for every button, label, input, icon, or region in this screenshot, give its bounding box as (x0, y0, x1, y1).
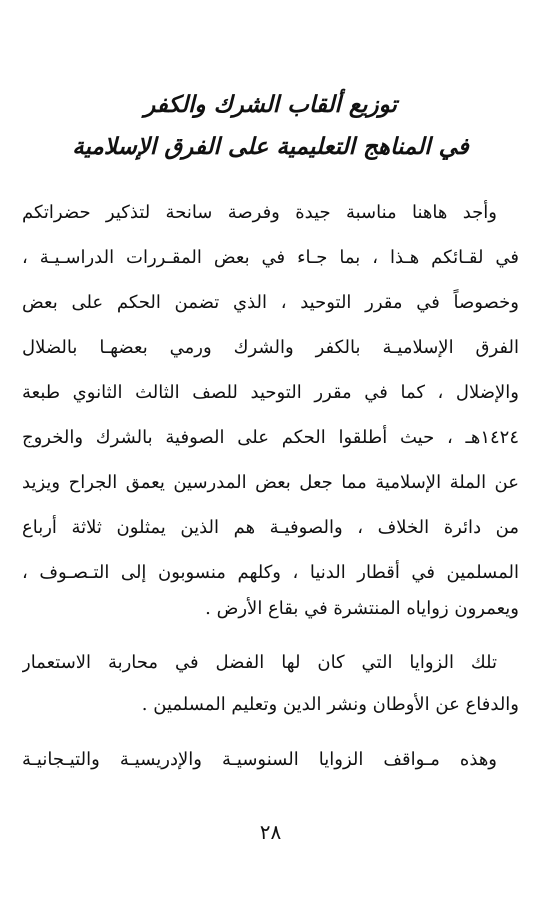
paragraph-1-line-5: والإضلال ، كما في مقرر التوحيد للصف الثالث الثانوي طبعة (22, 382, 519, 403)
paragraph-1-line-3: وخصوصاً في مقرر التوحيد ، الذي تضمن الحكم على بعض (22, 292, 519, 313)
paragraph-1-line-7: عن الملة الإسلامية مما جعل بعض المدرسين يعمق الجراح ويزيد (22, 472, 519, 493)
paragraph-3-line-1: وهذه مـواقف الزوايا السنوسيـة والإدريسيـة والتيـجانيـة (22, 749, 497, 770)
paragraph-1-line-2: في لقـائكم هـذا ، بما جـاء في بعض المقـررات الدراسـيـة ، (22, 247, 519, 268)
page-number: ٢٨ (259, 820, 282, 844)
paragraph-1-line-10: ويعمرون زواياه المنتشرة في بقاع الأرض . (205, 598, 519, 619)
paragraph-2-line-1: تلك الزوايا التي كان لها الفضل في محاربة الاستعمار (22, 652, 497, 673)
paragraph-1-line-8: من دائرة الخلاف ، والصوفيـة هم الذين يمثلون ثلاثة أرباع (22, 517, 519, 538)
paragraph-1-line-9: المسلمين في أقطار الدنيا ، وكلهم منسوبون إلى التـصـوف ، (22, 562, 519, 583)
paragraph-1-line-1: وأجد هاهنا مناسبة جيدة وفرصة سانحة لتذكير حضراتكم (22, 202, 497, 223)
chapter-title-line-1: توزيع ألقاب الشرك والكفر (144, 92, 397, 118)
paragraph-2-line-2: والدفاع عن الأوطان ونشر الدين وتعليم المسلمين . (141, 694, 519, 715)
chapter-title-line-2: في المناهج التعليمية على الفرق الإسلامية (72, 134, 469, 160)
paragraph-1-line-4: الفرق الإسلاميـة بالكفر والشرك ورمي بعضهـا بالضلال (22, 337, 519, 358)
paragraph-1-line-6: ١٤٢٤هـ ، حيث أطلقوا الحكم على الصوفية بالشرك والخروج (22, 427, 519, 448)
